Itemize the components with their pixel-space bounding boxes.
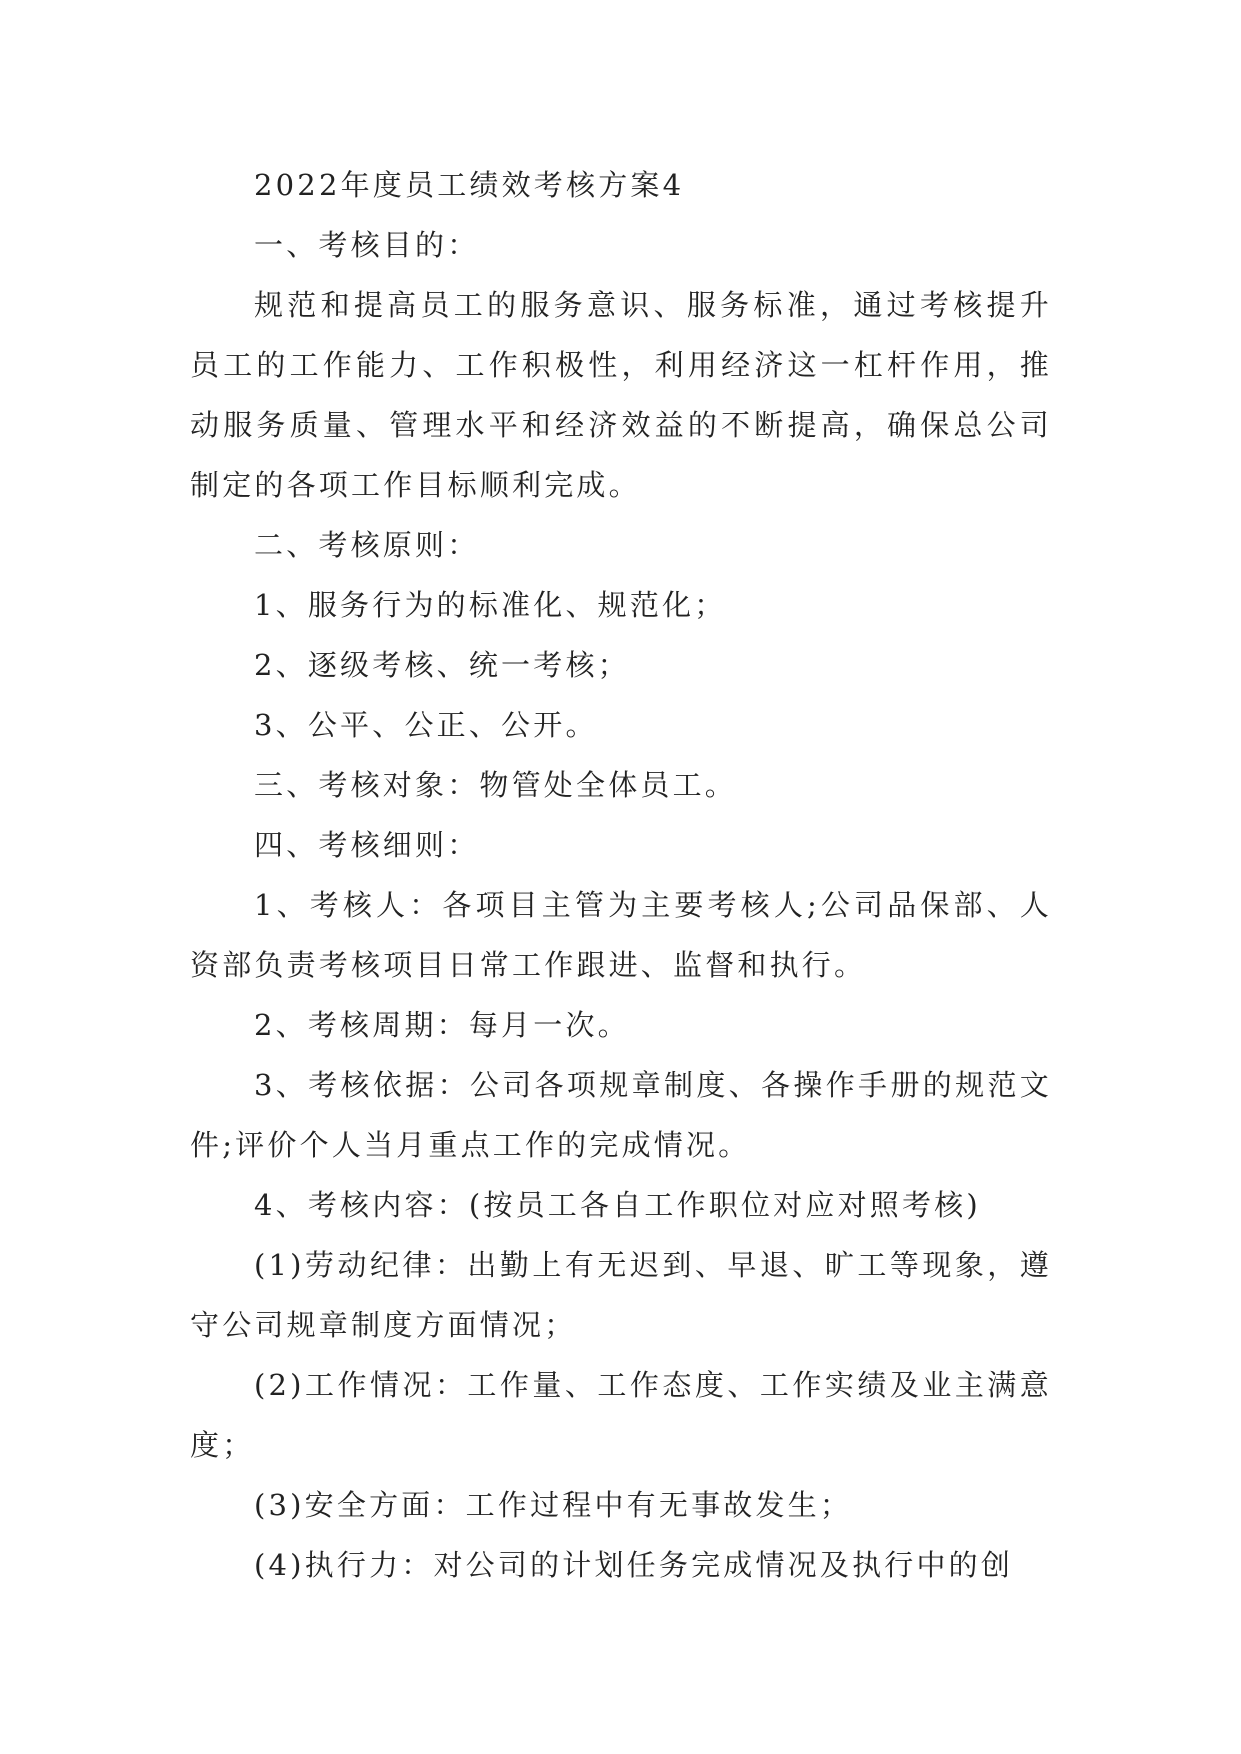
rule-item: 4、考核内容：(按员工各自工作职位对应对照考核) <box>254 1188 981 1222</box>
section-heading-rules: 四、考核细则： <box>254 828 480 862</box>
document-title: 2022年度员工绩效考核方案4 <box>254 168 685 202</box>
content-subitem: (1)劳动纪律：出勤上有无迟到、早退、旷工等现象，遵守公司规章制度方面情况； <box>190 1248 1052 1342</box>
rule-item: 3、考核依据：公司各项规章制度、各操作手册的规范文件;评价个人当月重点工作的完成情况。 <box>190 1068 1052 1162</box>
principle-item: 2、逐级考核、统一考核； <box>254 648 630 682</box>
rule-item: 1、考核人：各项目主管为主要考核人;公司品保部、人资部负责考核项目日常工作跟进、监督和执行。 <box>190 888 1052 982</box>
principle-item: 1、服务行为的标准化、规范化； <box>254 588 727 622</box>
content-subitem: (4)执行力：对公司的计划任务完成情况及执行中的创 <box>254 1548 1014 1582</box>
content-subitem: (2)工作情况：工作量、工作态度、工作实绩及业主满意度； <box>190 1368 1052 1462</box>
document-body <box>190 155 1052 1595</box>
rule-item: 2、考核周期：每月一次。 <box>254 1008 630 1042</box>
section-heading-target: 三、考核对象：物管处全体员工。 <box>254 768 738 802</box>
section-heading-principles: 二、考核原则： <box>254 528 480 562</box>
paragraph-purpose: 规范和提高员工的服务意识、服务标准，通过考核提升员工的工作能力、工作积极性，利用经济这一杠杆作用，推动服务质量、管理水平和经济效益的不断提高，确保总公司制定的各项工作目标顺利完成。 <box>190 288 1052 502</box>
content-subitem: (3)安全方面：工作过程中有无事故发生； <box>254 1488 853 1522</box>
section-heading-purpose: 一、考核目的： <box>254 228 480 262</box>
principle-item: 3、公平、公正、公开。 <box>254 708 598 742</box>
